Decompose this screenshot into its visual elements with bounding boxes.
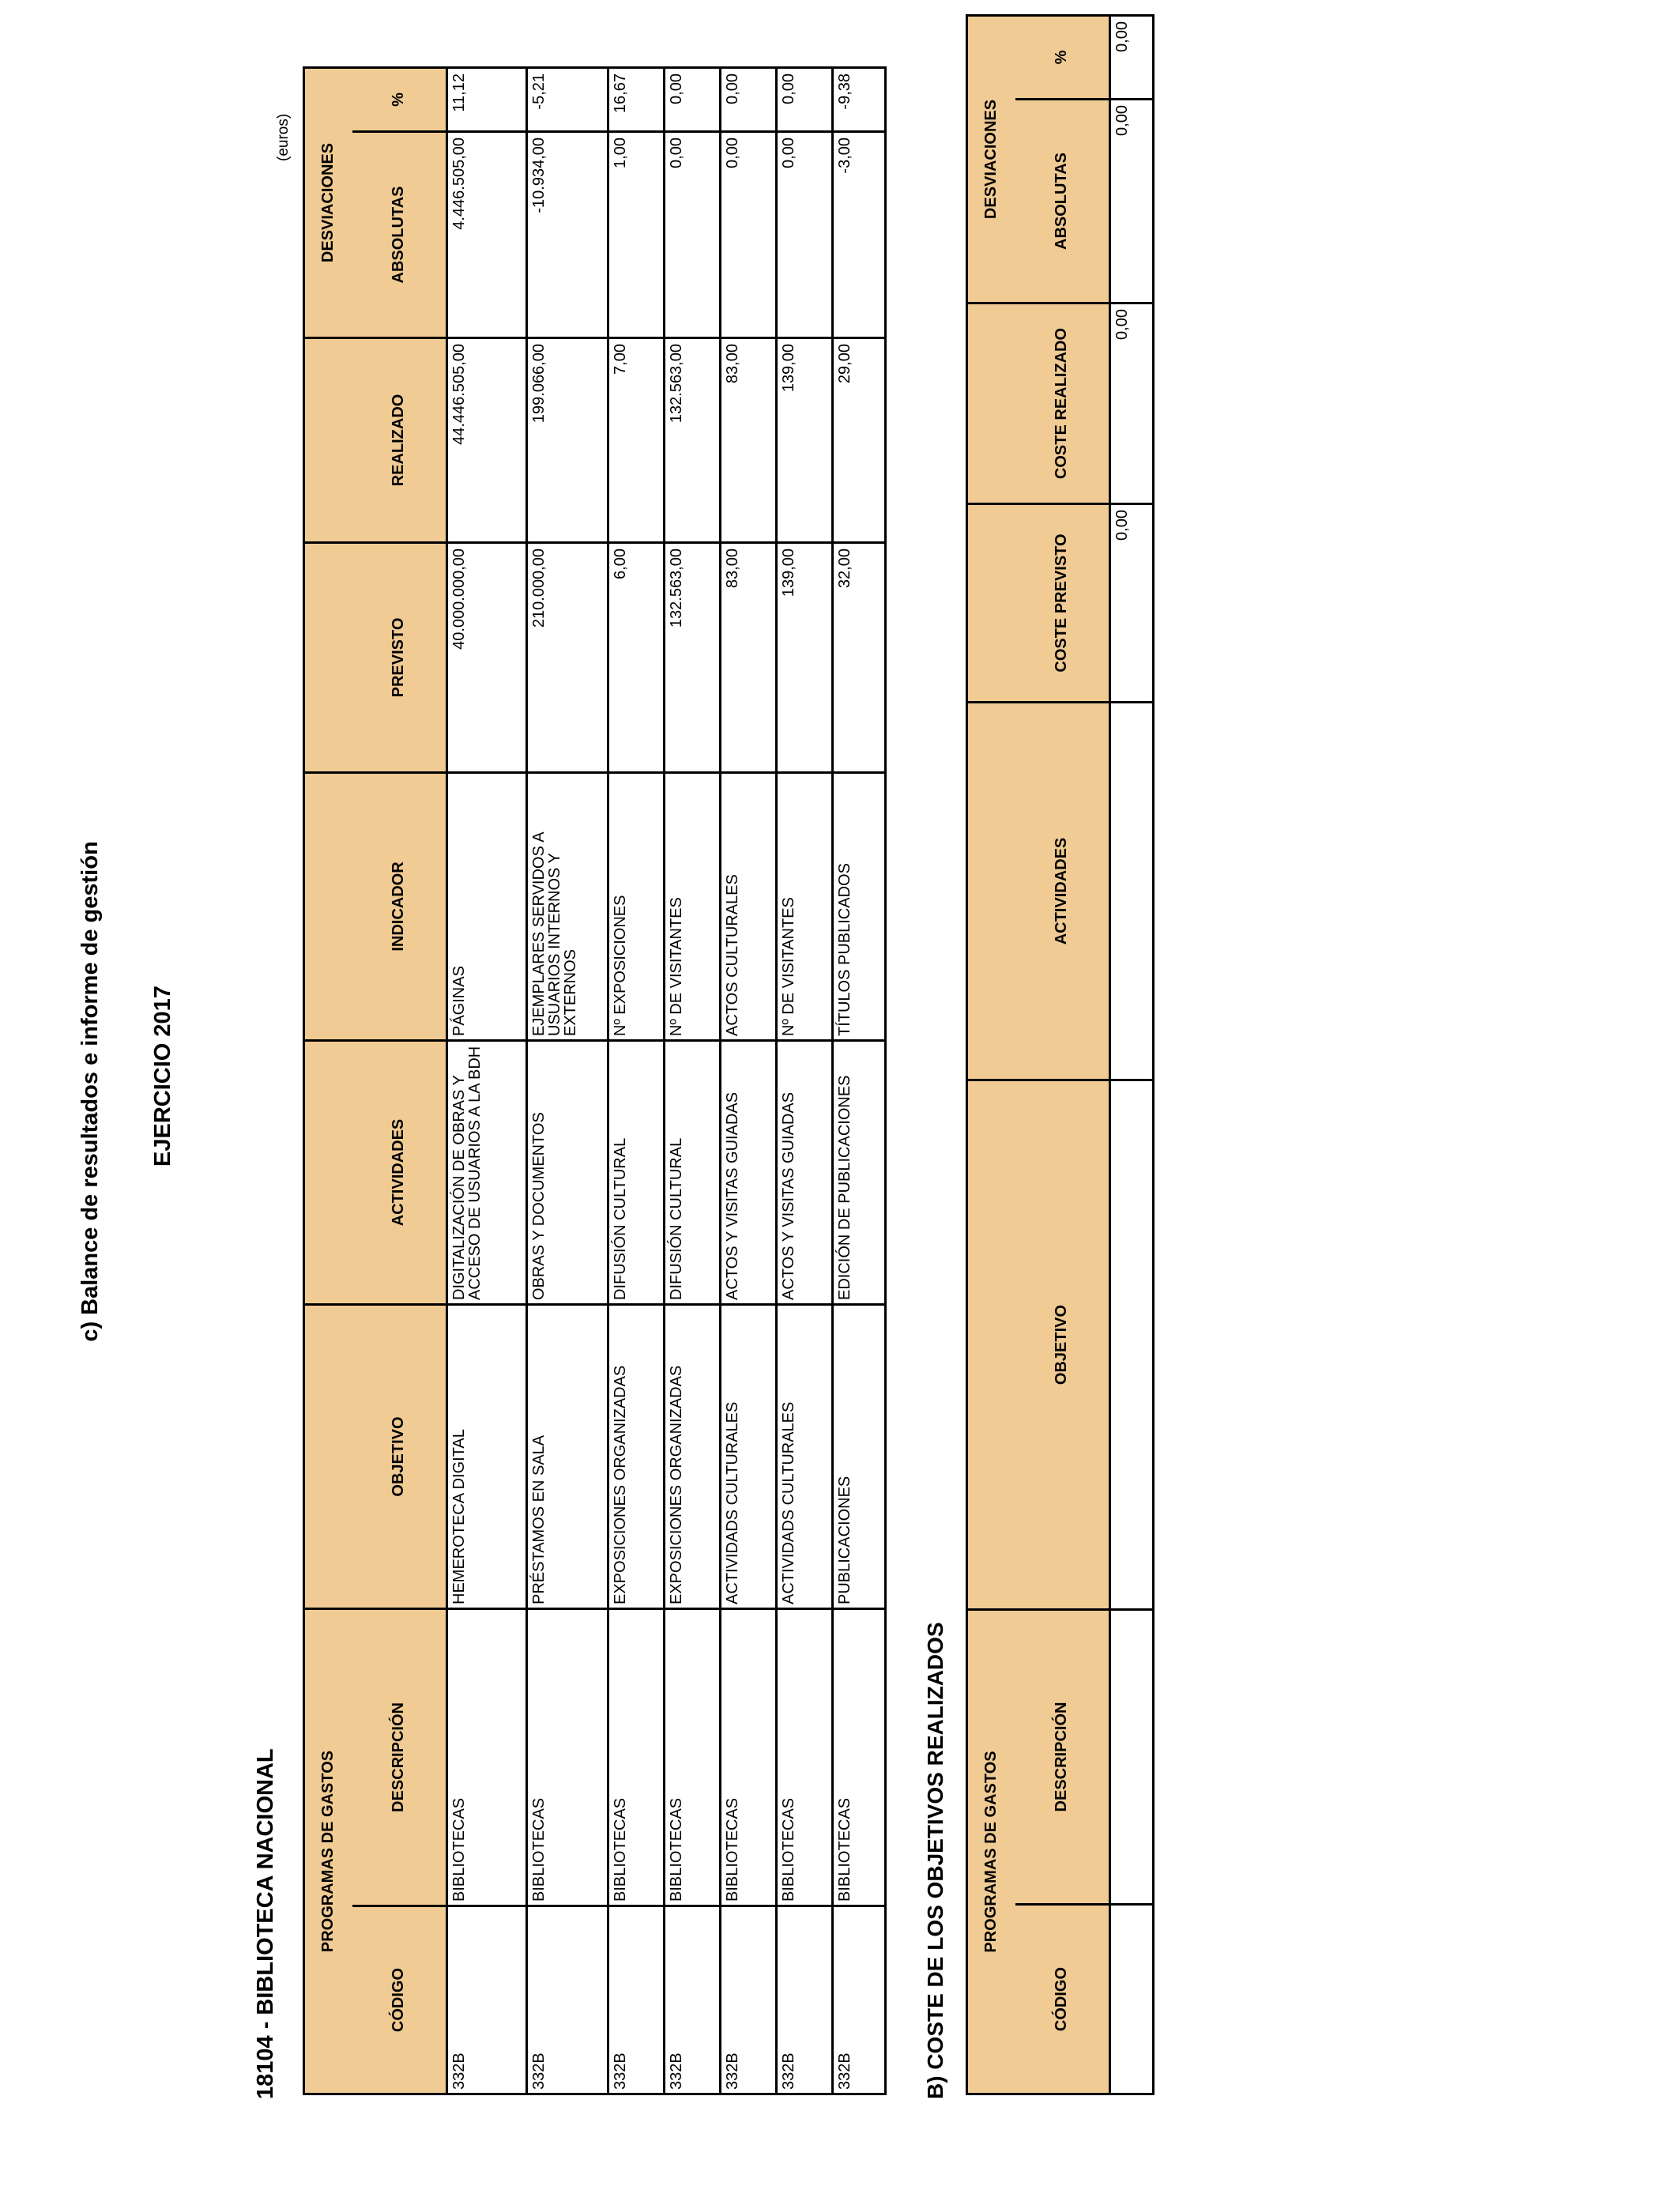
cell-objetivo: ACTIVIDADS CULTURALES	[777, 1305, 833, 1609]
cell-descripcion: BIBLIOTECAS	[447, 1609, 527, 1906]
cell-realizado: 199.066,00	[527, 338, 608, 543]
table-row	[721, 68, 777, 2094]
cell-pct: 0,00	[665, 68, 721, 132]
cell-descripcion	[1110, 1610, 1154, 1905]
cell-indicador: Nº DE VISITANTES	[665, 773, 721, 1041]
table-row	[447, 68, 527, 2094]
group-header-blank	[967, 504, 1015, 703]
cell-absolutas: 0,00	[721, 132, 777, 338]
col-header-codigo: CÓDIGO	[1015, 1905, 1110, 2094]
col-header-pct: %	[352, 68, 447, 132]
group-header-blank	[967, 703, 1015, 1080]
cell-codigo: 332B	[777, 1906, 833, 2094]
group-header-blank	[967, 303, 1015, 504]
col-header-actividades: ACTIVIDADES	[352, 1041, 447, 1305]
cell-realizado: 44.446.505,00	[447, 338, 527, 543]
group-header-blank	[304, 773, 352, 1041]
cell-realizado: 83,00	[721, 338, 777, 543]
cell-pct: 0,00	[777, 68, 833, 132]
cell-objetivo: ACTIVIDADS CULTURALES	[721, 1305, 777, 1609]
cell-actividades: ACTOS Y VISITAS GUIADAS	[721, 1041, 777, 1305]
cell-previsto: 32,00	[833, 543, 886, 773]
cost-table	[966, 14, 1155, 2095]
cell-codigo	[1110, 1905, 1154, 2094]
col-header-actividades: ACTIVIDADES	[1015, 703, 1110, 1080]
cell-actividades: DIFUSIÓN CULTURAL	[608, 1041, 665, 1305]
table-row	[527, 68, 608, 2094]
cell-coste-realizado: 0,00	[1110, 303, 1154, 504]
col-header-descripcion: DESCRIPCIÓN	[1015, 1610, 1110, 1905]
year-title: EJERCICIO 2017	[150, 986, 175, 1167]
cell-descripcion: BIBLIOTECAS	[608, 1609, 665, 1906]
cost-section-title: B) COSTE DE LOS OBJETIVOS REALIZADOS	[923, 1622, 947, 2099]
cell-descripcion: BIBLIOTECAS	[721, 1609, 777, 1906]
col-header-codigo: CÓDIGO	[352, 1906, 447, 2094]
cell-realizado: 7,00	[608, 338, 665, 543]
cell-previsto: 83,00	[721, 543, 777, 773]
cell-indicador: Nº DE VISITANTES	[777, 773, 833, 1041]
cell-objetivo: PRÉSTAMOS EN SALA	[527, 1305, 608, 1609]
cell-pct: 16,67	[608, 68, 665, 132]
group-header-blank	[304, 1305, 352, 1609]
col-header-coste-previsto: COSTE PREVISTO	[1015, 504, 1110, 703]
cell-objetivo: PUBLICACIONES	[833, 1305, 886, 1609]
col-header-coste-realizado: COSTE REALIZADO	[1015, 303, 1110, 504]
cell-codigo: 332B	[527, 1906, 608, 2094]
col-header-realizado: REALIZADO	[352, 338, 447, 543]
cell-actividades	[1110, 703, 1154, 1080]
cell-codigo: 332B	[833, 1906, 886, 2094]
cell-previsto: 210.000,00	[527, 543, 608, 773]
cell-descripcion: BIBLIOTECAS	[777, 1609, 833, 1906]
cell-actividades: ACTOS Y VISITAS GUIADAS	[777, 1041, 833, 1305]
cell-descripcion: BIBLIOTECAS	[665, 1609, 721, 1906]
table-row	[1110, 16, 1154, 2094]
cell-codigo: 332B	[665, 1906, 721, 2094]
cell-previsto: 139,00	[777, 543, 833, 773]
cell-actividades: DIFUSIÓN CULTURAL	[665, 1041, 721, 1305]
group-header-programas: PROGRAMAS DE GASTOS	[967, 1610, 1015, 2094]
cell-actividades: DIGITALIZACIÓN DE OBRAS Y ACCESO DE USUARIOS A LA BDH	[447, 1041, 527, 1305]
group-header-blank	[304, 1041, 352, 1305]
cell-codigo: 332B	[447, 1906, 527, 2094]
cell-pct: -9,38	[833, 68, 886, 132]
cell-previsto: 40.000.000,00	[447, 543, 527, 773]
group-header-blank	[304, 543, 352, 773]
cell-indicador: EJEMPLARES SERVIDOS A USUARIOS INTERNOS Y EXTERNOS	[527, 773, 608, 1041]
table-row	[665, 68, 721, 2094]
col-header-descripcion: DESCRIPCIÓN	[352, 1609, 447, 1906]
col-header-objetivo: OBJETIVO	[1015, 1080, 1110, 1610]
cell-realizado: 139,00	[777, 338, 833, 543]
entity-title: 18104 - BIBLIOTECA NACIONAL	[253, 1748, 278, 2099]
group-header-desviaciones: DESVIACIONES	[304, 68, 352, 338]
cell-codigo: 332B	[721, 1906, 777, 2094]
section-title: c) Balance de resultados e informe de gestión	[77, 841, 103, 1342]
table-row	[833, 68, 886, 2094]
cell-indicador: Nº EXPOSICIONES	[608, 773, 665, 1041]
cell-absolutas: 0,00	[665, 132, 721, 338]
cell-absolutas: 4.446.505,00	[447, 132, 527, 338]
group-header-blank	[967, 1080, 1015, 1610]
cell-objetivo: HEMEROTECA DIGITAL	[447, 1305, 527, 1609]
cell-descripcion: BIBLIOTECAS	[833, 1609, 886, 1906]
cell-absolutas: -3,00	[833, 132, 886, 338]
cell-pct: 0,00	[1110, 16, 1154, 100]
units-label: (euros)	[275, 113, 292, 161]
group-header-desviaciones: DESVIACIONES	[967, 16, 1015, 303]
col-header-indicador: INDICADOR	[352, 773, 447, 1041]
cell-previsto: 132.563,00	[665, 543, 721, 773]
col-header-absolutas: ABSOLUTAS	[352, 132, 447, 338]
cell-absolutas: -10.934,00	[527, 132, 608, 338]
cell-coste-previsto: 0,00	[1110, 504, 1154, 703]
group-header-blank	[304, 338, 352, 543]
cell-indicador: PÁGINAS	[447, 773, 527, 1041]
col-header-absolutas: ABSOLUTAS	[1015, 100, 1110, 303]
group-header-programas: PROGRAMAS DE GASTOS	[304, 1609, 352, 2094]
results-table	[303, 66, 887, 2095]
cell-descripcion: BIBLIOTECAS	[527, 1609, 608, 1906]
table-row	[777, 68, 833, 2094]
cell-absolutas: 0,00	[777, 132, 833, 338]
cell-objetivo	[1110, 1080, 1154, 1610]
cell-actividades: OBRAS Y DOCUMENTOS	[527, 1041, 608, 1305]
cell-pct: -5,21	[527, 68, 608, 132]
cell-realizado: 132.563,00	[665, 338, 721, 543]
table-row	[608, 68, 665, 2094]
cell-pct: 11,12	[447, 68, 527, 132]
cell-objetivo: EXPOSICIONES ORGANIZADAS	[608, 1305, 665, 1609]
cell-indicador: TÍTULOS PUBLICADOS	[833, 773, 886, 1041]
cell-objetivo: EXPOSICIONES ORGANIZADAS	[665, 1305, 721, 1609]
cell-codigo: 332B	[608, 1906, 665, 2094]
cell-pct: 0,00	[721, 68, 777, 132]
cell-previsto: 6,00	[608, 543, 665, 773]
cell-absolutas: 0,00	[1110, 100, 1154, 303]
cell-indicador: ACTOS CULTURALES	[721, 773, 777, 1041]
col-header-objetivo: OBJETIVO	[352, 1305, 447, 1609]
cell-absolutas: 1,00	[608, 132, 665, 338]
col-header-previsto: PREVISTO	[352, 543, 447, 773]
cell-actividades: EDICIÓN DE PUBLICACIONES	[833, 1041, 886, 1305]
cell-realizado: 29,00	[833, 338, 886, 543]
col-header-pct: %	[1015, 16, 1110, 100]
